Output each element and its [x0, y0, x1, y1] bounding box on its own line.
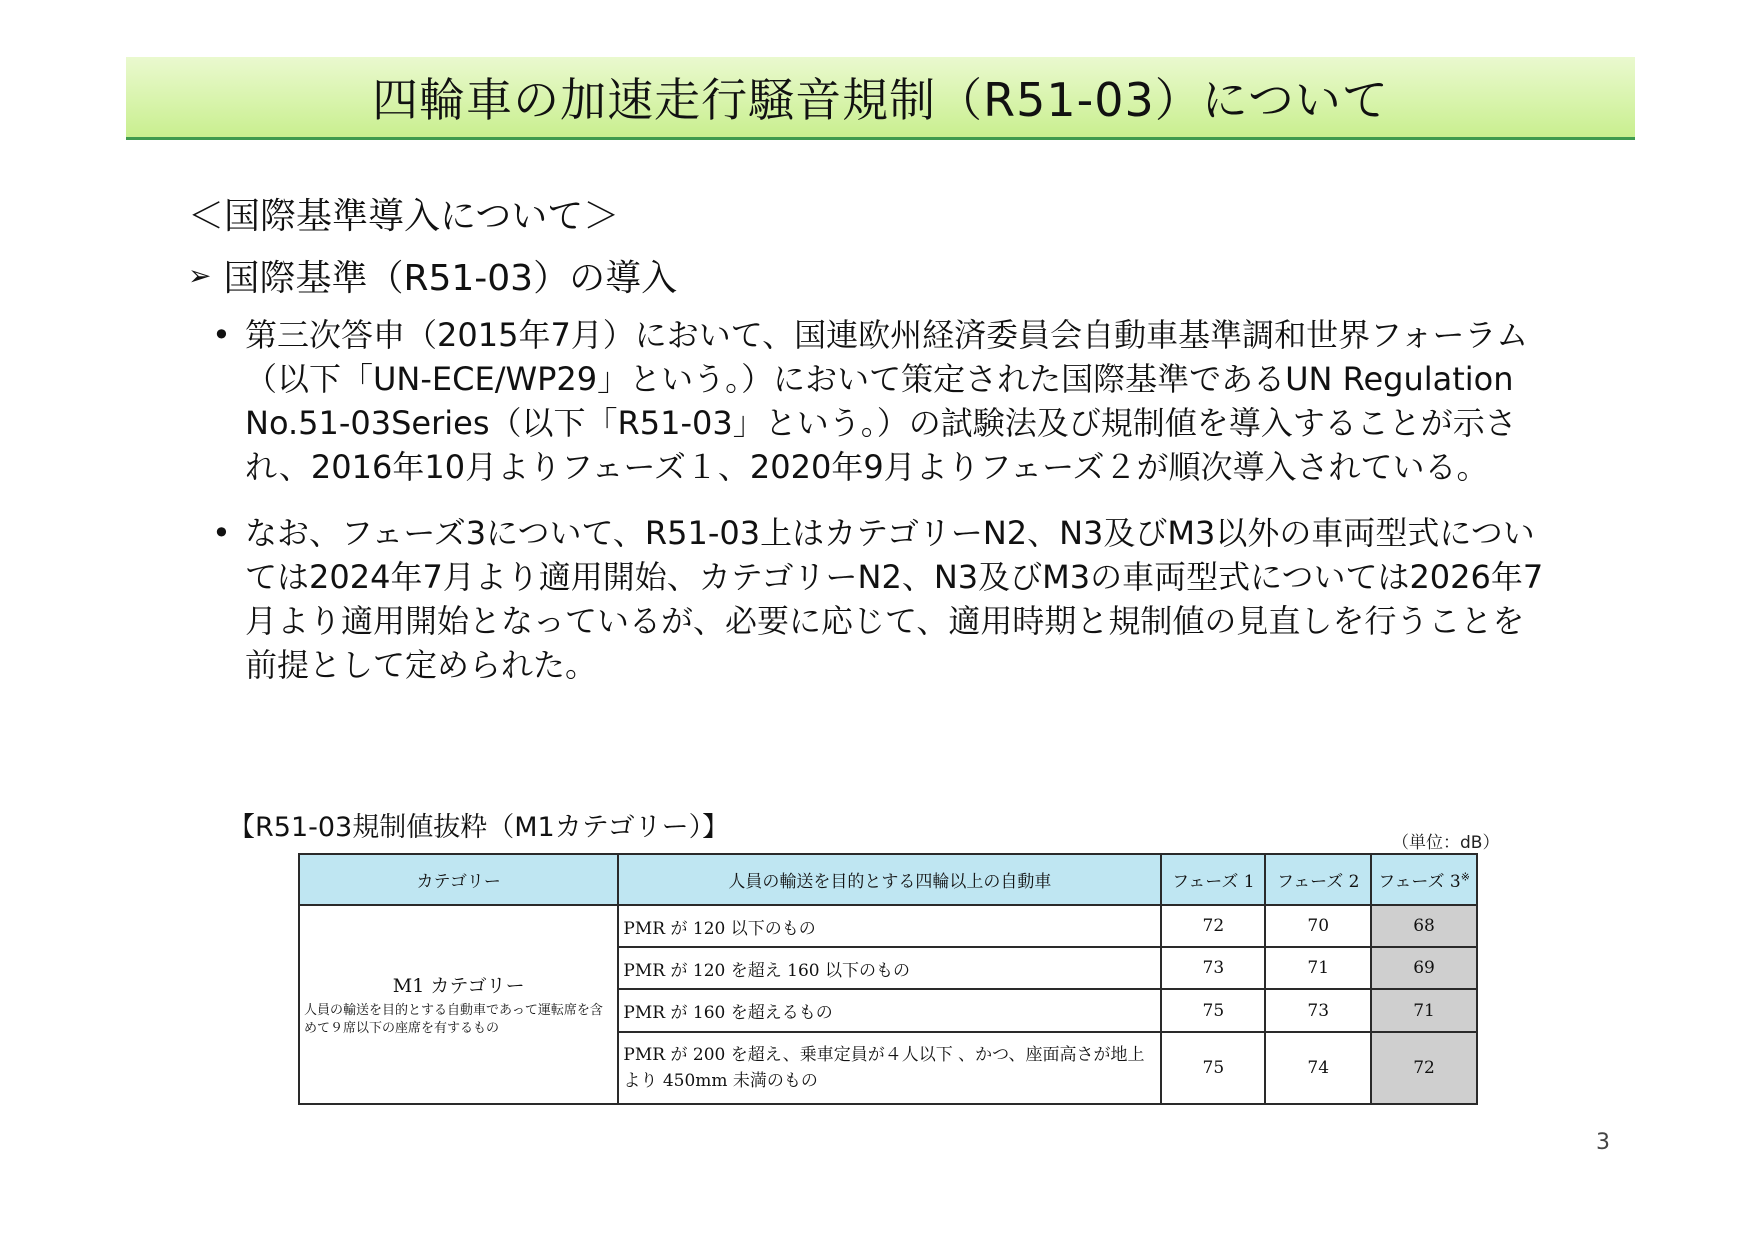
phase1-value: 72	[1161, 905, 1265, 947]
phase1-value: 73	[1161, 947, 1265, 989]
header-phase3-label: フェーズ 3	[1378, 872, 1461, 893]
section-heading: ＜国際基準導入について＞	[188, 196, 620, 237]
phase2-value: 70	[1265, 905, 1371, 947]
row-description: PMR が 200 を超え、乗車定員が４人以下 、かつ、座面高さが地上より 450mm 未満のもの	[618, 1032, 1161, 1104]
phase3-value: 69	[1371, 947, 1477, 989]
phase3-value: 68	[1371, 905, 1477, 947]
phase3-value: 72	[1371, 1032, 1477, 1104]
phase3-value: 71	[1371, 989, 1477, 1032]
sub-heading-text: 国際基準（R51-03）の導入	[223, 258, 678, 299]
phase1-value: 75	[1161, 989, 1265, 1032]
bullet-item	[212, 313, 1552, 489]
header-vehicle: 人員の輸送を目的とする四輪以上の自動車	[618, 854, 1161, 905]
unit-label: （単位：dB）	[1392, 833, 1500, 853]
arrow-bullet-icon: ➢	[188, 259, 212, 292]
header-category: カテゴリー	[299, 854, 618, 905]
category-title: M1 カテゴリー	[392, 975, 525, 998]
title-bar	[126, 57, 1635, 140]
bullet-text: なお、フェーズ3について、R51-03上はカテゴリーN2、N3及びM3以外の車両型式については2024年7月より適用開始、カテゴリーN2、N3及びM3の車両型式については2026年7月より適用開始となっているが、必要に応じて、適用時期と規制値の見直しを行うことを前提として定められた。	[245, 514, 1544, 684]
row-description: PMR が 120 を超え 160 以下のもの	[618, 947, 1161, 989]
table-row	[299, 905, 1477, 947]
header-phase3	[1371, 854, 1477, 905]
category-description: 人員の輸送を目的とする自動車であって運転席を含めて９席以下の座席を有するもの	[304, 1003, 603, 1037]
phase2-value: 71	[1265, 947, 1371, 989]
page-number: 3	[1596, 1130, 1610, 1155]
bullet-list	[212, 313, 1552, 709]
header-phase3-note-mark: ※	[1460, 870, 1470, 884]
row-description: PMR が 160 を超えるもの	[618, 989, 1161, 1032]
phase1-value: 75	[1161, 1032, 1265, 1104]
slide-title: 四輪車の加速走行騒音規制（R51-03）について	[372, 73, 1389, 127]
sub-heading	[188, 250, 677, 301]
header-phase2: フェーズ 2	[1265, 854, 1371, 905]
bullet-dot-icon: •	[212, 316, 231, 354]
phase2-value: 73	[1265, 989, 1371, 1032]
bullet-item	[212, 511, 1552, 687]
table-header-row	[299, 854, 1477, 905]
bullet-dot-icon: •	[212, 514, 231, 552]
row-description: PMR が 120 以下のもの	[618, 905, 1161, 947]
table-caption: 【R51-03規制値抜粋（M1カテゴリー）】	[228, 812, 730, 843]
header-phase1: フェーズ 1	[1161, 854, 1265, 905]
regulation-table	[298, 853, 1478, 1105]
bullet-text: 第三次答申（2015年7月）において、国連欧州経済委員会自動車基準調和世界フォーラム（以下「UN-ECE/WP29」という。）において策定された国際基準であるUN Regulation No.51-03Series（以下「R51-03」という。）の試験法及び規制値を導入することが示され、2016年10月よりフェーズ１、2020年9月よりフェーズ２が順次導入されている。	[245, 316, 1529, 486]
category-cell	[299, 905, 618, 1104]
phase2-value: 74	[1265, 1032, 1371, 1104]
